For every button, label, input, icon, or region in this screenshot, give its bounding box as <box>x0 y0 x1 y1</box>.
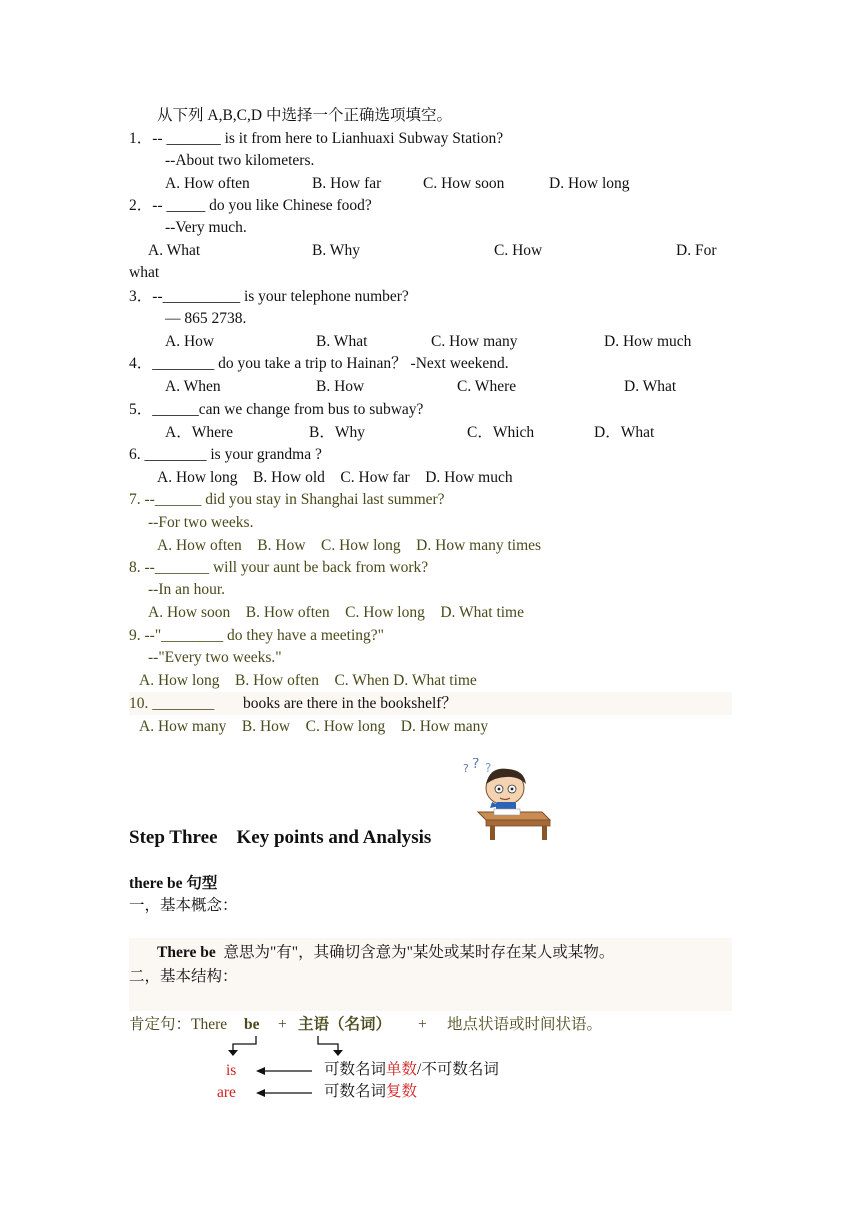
q3-option-d: D. How much <box>604 333 692 350</box>
are-description <box>324 1082 417 1102</box>
q1-option-c: C. How soon <box>423 175 505 192</box>
question-8-stem: 8. --_______ will your aunt be back from work? <box>129 559 429 576</box>
is-label: is <box>226 1062 237 1079</box>
are-desc-countable: 可数名词 <box>324 1083 387 1100</box>
q1-option-d: D. How long <box>549 175 630 192</box>
question-3-stem: 3．--__________ is your telephone number? <box>129 288 409 305</box>
is-desc-singular: 单数 <box>386 1061 418 1078</box>
question-1-stem: 1．-- _______ is it from here to Lianhuaxi Subway Station? <box>129 130 504 147</box>
q2-option-b: B. Why <box>312 242 360 259</box>
question-9-stem: 9. --"________ do they have a meeting?" <box>129 627 384 644</box>
q5-option-a: A．Where <box>165 424 233 441</box>
is-description <box>324 1060 499 1080</box>
concept-text: 意思为"有"，其确切含意为"某处或某时存在某人或某物。 <box>223 944 615 961</box>
q1-option-b: B. How far <box>312 175 382 192</box>
question-8-answer: --In an hour. <box>148 581 226 598</box>
are-label: are <box>217 1084 236 1101</box>
q4-option-c: C. Where <box>457 378 517 395</box>
question-6-stem: 6. ________ is your grandma ? <box>129 446 322 463</box>
q10-options: A. How many B. How C. How long D. How many <box>139 718 489 735</box>
concept-line <box>157 943 614 963</box>
q5-option-c: C．Which <box>467 424 535 441</box>
q9-options: A. How long B. How often C. When D. What time <box>139 672 477 689</box>
question-5-stem: 5．______can we change from bus to subway? <box>129 401 424 418</box>
is-desc-countable: 可数名词 <box>324 1061 387 1078</box>
question-2-stem: 2．-- _____ do you like Chinese food? <box>129 197 372 214</box>
q6-options: A. How long B. How old C. How far D. How much <box>157 469 513 486</box>
svg-text:?: ? <box>485 761 492 775</box>
topic-heading <box>129 874 217 894</box>
heading-basic-structure: 二，基本结构： <box>129 968 238 985</box>
svg-text:?: ? <box>463 762 469 775</box>
q3-option-a: A. How <box>165 333 215 350</box>
are-desc-plural: 复数 <box>386 1083 418 1100</box>
formula-plus-2: + <box>418 1016 427 1033</box>
question-10-number: 10. ________ <box>129 695 215 712</box>
topic-there-be: there be <box>129 875 183 892</box>
question-3-answer: — 865 2738. <box>165 310 247 327</box>
heading-basic-concept: 一，基本概念： <box>129 897 238 914</box>
q4-option-b: B. How <box>316 378 365 395</box>
q8-options: A. How soon B. How often C. How long D. What time <box>148 604 524 621</box>
is-desc-uncountable: /不可数名词 <box>417 1061 499 1078</box>
question-4-stem: 4．________ do you take a trip to Hainan？ -Next weekend. <box>129 355 509 372</box>
question-1-answer: --About two kilometers. <box>165 152 315 169</box>
thinking-student-illustration <box>460 758 560 842</box>
svg-text:?: ? <box>472 758 480 772</box>
question-2-answer: --Very much. <box>165 219 247 236</box>
question-7-answer: --For two weeks. <box>148 514 254 531</box>
formula-prefix: 肯定句：There <box>129 1016 232 1033</box>
q2-option-c: C. How <box>494 242 543 259</box>
section-title: Step Three Key points and Analysis <box>129 827 432 848</box>
q3-option-c: C. How many <box>431 333 518 350</box>
concept-there-be: There be <box>157 944 216 961</box>
instruction: 从下列 A,B,C,D 中选择一个正确选项填空。 <box>157 107 452 124</box>
topic-sentence-pattern: 句型 <box>186 875 218 892</box>
formula-plus-1: + <box>278 1016 287 1033</box>
q5-option-d: D．What <box>594 424 655 441</box>
formula-be: be <box>244 1016 260 1033</box>
q4-option-a: A. When <box>165 378 221 395</box>
question-9-answer: --"Every two weeks." <box>148 649 282 666</box>
q4-option-d: D. What <box>624 378 677 395</box>
q5-option-b: B．Why <box>309 424 365 441</box>
q2-option-d: D. For <box>676 242 717 259</box>
formula-subject: 主语（名词） <box>298 1016 392 1033</box>
q2-option-d-wrap: what <box>129 264 160 281</box>
formula-tail: 地点状语或时间状语。 <box>447 1016 603 1033</box>
q2-option-a: A. What <box>148 242 201 259</box>
question-10-stem: books are there in the bookshelf？ <box>243 695 457 712</box>
q1-option-a: A. How often <box>165 175 250 192</box>
q7-options: A. How often B. How C. How long D. How many times <box>157 537 542 554</box>
q3-option-b: B. What <box>316 333 368 350</box>
question-7-stem: 7. --______ did you stay in Shanghai last summer? <box>129 491 445 508</box>
